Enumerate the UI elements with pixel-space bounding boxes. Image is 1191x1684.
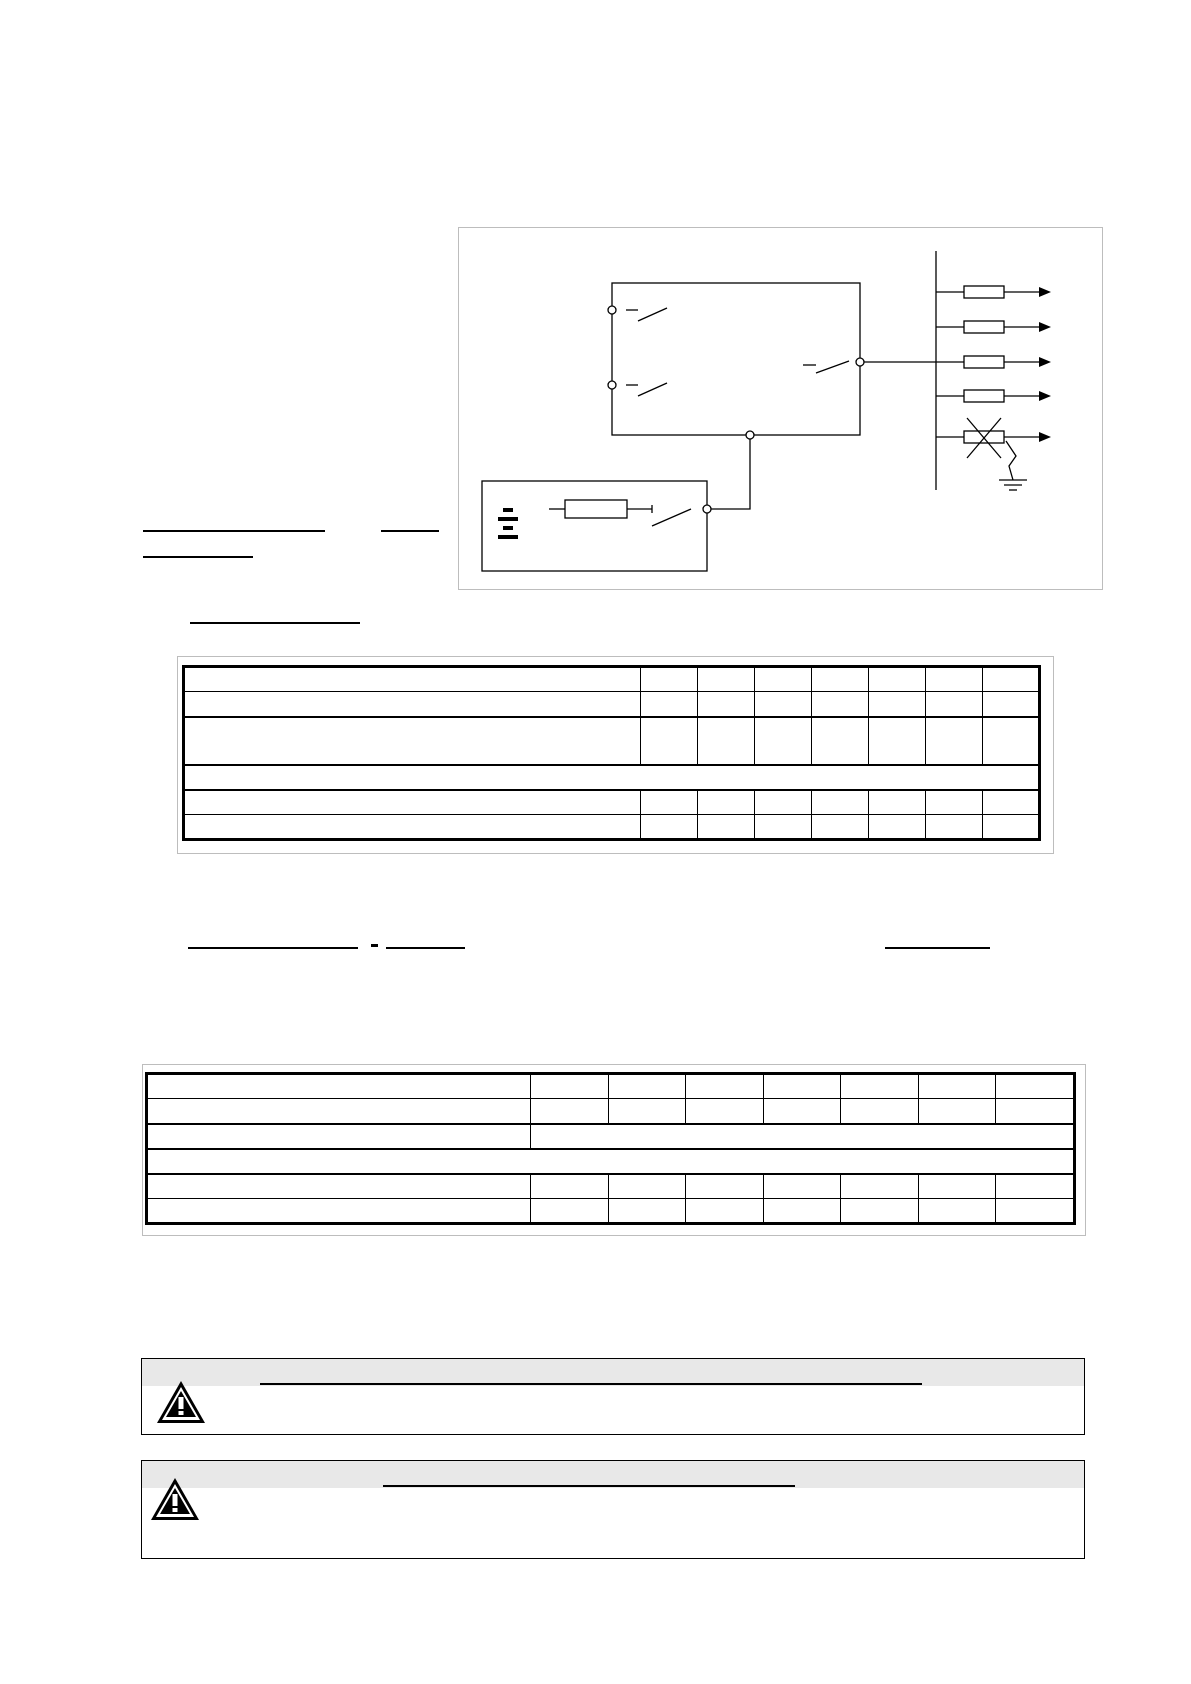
table-cell bbox=[147, 1149, 1075, 1174]
table-cell bbox=[697, 790, 754, 815]
table-cell bbox=[982, 717, 1039, 765]
table-cell bbox=[982, 692, 1039, 717]
table-cell bbox=[184, 667, 641, 692]
switch-contact-2 bbox=[638, 383, 667, 396]
warning-triangle-icon bbox=[155, 1379, 207, 1425]
table-cell bbox=[531, 1074, 609, 1099]
table2-row-5 bbox=[147, 1174, 1075, 1199]
table1-row-6 bbox=[184, 815, 1040, 840]
table-cell bbox=[811, 815, 868, 840]
table-cell bbox=[996, 1099, 1075, 1124]
battery-terminal bbox=[703, 505, 711, 513]
table-cell bbox=[764, 1099, 841, 1124]
switch-contact-3 bbox=[816, 361, 849, 373]
left-heading-underline-3 bbox=[143, 556, 253, 558]
table1-row-5 bbox=[184, 790, 1040, 815]
table-cell bbox=[686, 1199, 764, 1224]
table2-row-2 bbox=[147, 1099, 1075, 1124]
input-terminal-1 bbox=[608, 306, 616, 314]
table-cell bbox=[531, 1124, 1075, 1149]
circuit-diagram bbox=[459, 228, 1104, 591]
table1-row-4 bbox=[184, 765, 1040, 790]
output-terminal bbox=[856, 358, 864, 366]
table2-note-underline bbox=[885, 947, 990, 949]
table-cell bbox=[868, 717, 925, 765]
table-cell bbox=[811, 790, 868, 815]
table1-row-1 bbox=[184, 667, 1040, 692]
table-cell bbox=[841, 1199, 919, 1224]
input-terminal-2 bbox=[608, 381, 616, 389]
table-cell bbox=[925, 790, 982, 815]
table-cell bbox=[147, 1124, 531, 1149]
fuse-1 bbox=[964, 286, 1004, 298]
table-cell bbox=[754, 717, 811, 765]
table2-title-dash bbox=[371, 944, 378, 947]
table2-row-6 bbox=[147, 1199, 1075, 1224]
table-cell bbox=[147, 1074, 531, 1099]
table-cell bbox=[640, 667, 697, 692]
table-cell bbox=[919, 1174, 996, 1199]
table-cell bbox=[982, 790, 1039, 815]
warning-box-2 bbox=[141, 1460, 1085, 1559]
table-cell bbox=[531, 1099, 609, 1124]
table2 bbox=[145, 1072, 1076, 1225]
table-cell bbox=[147, 1174, 531, 1199]
circuit-diagram-frame bbox=[458, 227, 1103, 590]
warning-band-2 bbox=[142, 1461, 1084, 1488]
table-cell bbox=[184, 790, 641, 815]
battery-icon-plate-2 bbox=[498, 517, 518, 521]
table1 bbox=[182, 665, 1041, 841]
table2-row-4 bbox=[147, 1149, 1075, 1174]
table-cell bbox=[764, 1174, 841, 1199]
table-cell bbox=[811, 717, 868, 765]
table-cell bbox=[996, 1074, 1075, 1099]
table-cell bbox=[640, 815, 697, 840]
table-cell bbox=[919, 1074, 996, 1099]
table-cell bbox=[841, 1099, 919, 1124]
table-cell bbox=[754, 692, 811, 717]
warning-title-underline-1 bbox=[260, 1383, 922, 1385]
battery-icon-plate-3 bbox=[503, 526, 513, 530]
table-cell bbox=[868, 692, 925, 717]
table-cell bbox=[686, 1074, 764, 1099]
output-arrow-4 bbox=[1039, 391, 1051, 401]
battery-fuse bbox=[565, 500, 627, 518]
table-cell bbox=[609, 1174, 686, 1199]
table-cell bbox=[609, 1199, 686, 1224]
table-cell bbox=[640, 692, 697, 717]
battery-icon-plate-1 bbox=[503, 508, 513, 512]
table-cell bbox=[996, 1199, 1075, 1224]
table2-row-3 bbox=[147, 1124, 1075, 1149]
battery-switch-contact bbox=[652, 509, 691, 526]
table-cell bbox=[686, 1099, 764, 1124]
table-cell bbox=[697, 815, 754, 840]
table-cell bbox=[919, 1199, 996, 1224]
table-cell bbox=[841, 1174, 919, 1199]
table-cell bbox=[764, 1074, 841, 1099]
fuse-4 bbox=[964, 390, 1004, 402]
table-cell bbox=[925, 667, 982, 692]
table-cell bbox=[697, 717, 754, 765]
output-arrow-5 bbox=[1039, 432, 1051, 442]
table-cell bbox=[754, 790, 811, 815]
table-cell bbox=[184, 692, 641, 717]
warning-box-1 bbox=[141, 1358, 1085, 1435]
table-cell bbox=[184, 717, 641, 765]
table2-row-1 bbox=[147, 1074, 1075, 1099]
table-cell bbox=[982, 667, 1039, 692]
table-cell bbox=[925, 692, 982, 717]
table-cell bbox=[868, 790, 925, 815]
output-arrow-3 bbox=[1039, 357, 1051, 367]
fuse-2 bbox=[964, 321, 1004, 333]
table-cell bbox=[640, 790, 697, 815]
control-unit-box bbox=[612, 283, 860, 435]
table-cell bbox=[764, 1199, 841, 1224]
table-cell bbox=[686, 1174, 764, 1199]
control-bottom-terminal bbox=[746, 431, 754, 439]
table-cell bbox=[531, 1174, 609, 1199]
table-cell bbox=[919, 1099, 996, 1124]
table-cell bbox=[982, 815, 1039, 840]
left-heading-underline-1 bbox=[143, 530, 325, 532]
table-cell bbox=[754, 815, 811, 840]
earth-fault-line bbox=[1006, 441, 1016, 480]
output-arrow-1 bbox=[1039, 287, 1051, 297]
table-cell bbox=[925, 717, 982, 765]
table-cell bbox=[868, 667, 925, 692]
table1-row-2 bbox=[184, 692, 1040, 717]
table-cell bbox=[697, 667, 754, 692]
fuse-3 bbox=[964, 356, 1004, 368]
table-cell bbox=[925, 815, 982, 840]
table-cell bbox=[996, 1174, 1075, 1199]
table-cell bbox=[754, 667, 811, 692]
battery-icon-plate-4 bbox=[498, 535, 518, 539]
table-cell bbox=[811, 667, 868, 692]
battery-box bbox=[482, 481, 707, 571]
table-cell bbox=[697, 692, 754, 717]
table-cell bbox=[609, 1074, 686, 1099]
warning-title-underline-2 bbox=[383, 1485, 795, 1487]
table2-title-underline-a bbox=[188, 947, 358, 949]
table-cell bbox=[609, 1099, 686, 1124]
left-heading-underline-2 bbox=[381, 530, 439, 532]
table-cell bbox=[811, 692, 868, 717]
table-cell bbox=[531, 1199, 609, 1224]
table2-title-underline-b bbox=[386, 947, 465, 949]
table-cell bbox=[184, 815, 641, 840]
table-cell bbox=[147, 1099, 531, 1124]
table-cell bbox=[868, 815, 925, 840]
table-cell bbox=[147, 1199, 531, 1224]
table-cell bbox=[841, 1074, 919, 1099]
output-arrow-2 bbox=[1039, 322, 1051, 332]
table-cell bbox=[640, 717, 697, 765]
warning-band-1 bbox=[142, 1359, 1084, 1386]
table1-title-underline bbox=[190, 622, 360, 624]
warning-triangle-icon bbox=[149, 1476, 201, 1522]
table1-row-3 bbox=[184, 717, 1040, 765]
table-cell bbox=[184, 765, 1040, 790]
switch-contact-1 bbox=[638, 308, 667, 321]
